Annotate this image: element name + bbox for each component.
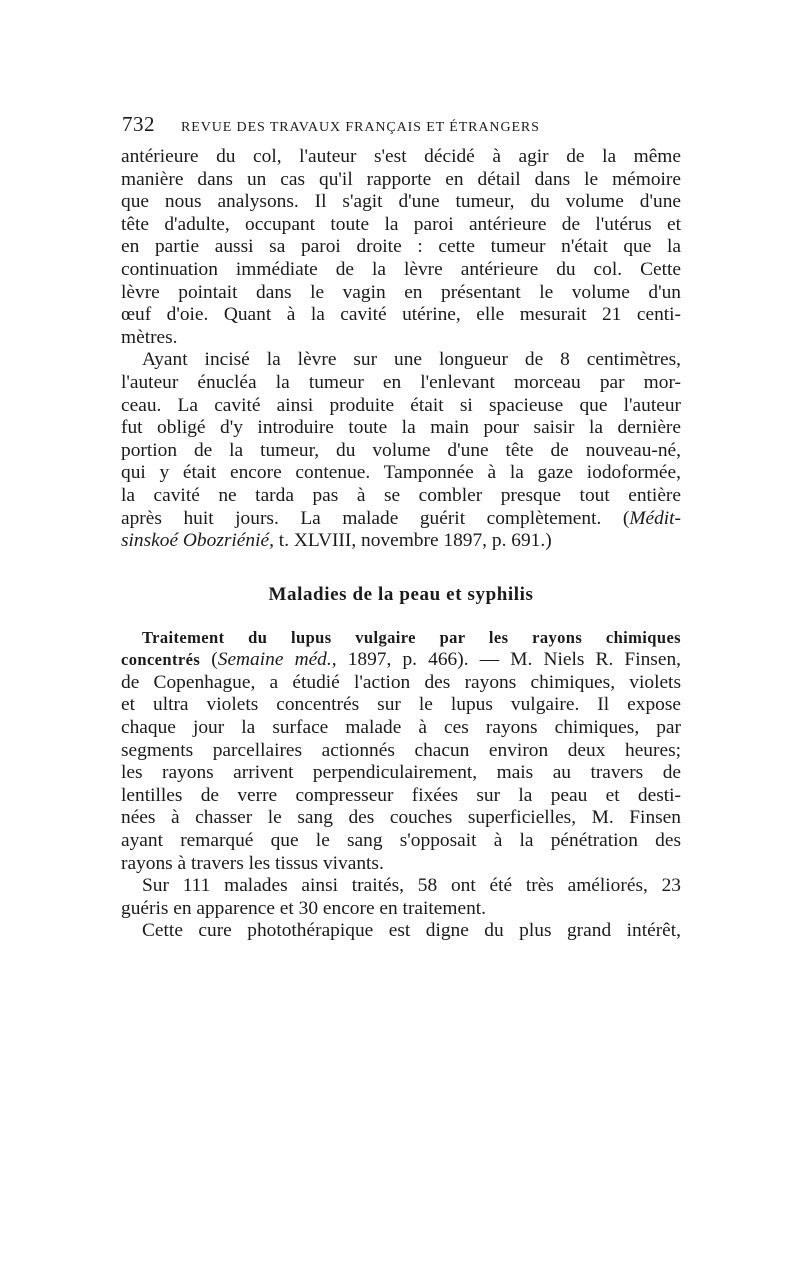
text-run: ( (200, 649, 218, 671)
text-line: portion de la tumeur, du volume d'une tête de nouveau-né, (121, 439, 681, 461)
text-line: ceau. La cavité ainsi produite était si spacieuse que l'auteur (121, 394, 681, 416)
text-line: œuf d'oie. Quant à la cavité utérine, elle mesurait 21 centi- (121, 304, 681, 326)
page-number: 732 (122, 112, 155, 136)
text-line: et ultra violets concentrés sur le lupus vulgaire. Il expose (121, 694, 681, 716)
text-line: tête d'adulte, occupant toute la paroi antérieure de l'utérus et (121, 213, 681, 235)
text-line: lentilles de verre compresseur fixées sur la peau et desti- (121, 784, 681, 806)
text-line: lèvre pointait dans le vagin en présentant le volume d'un (121, 281, 681, 303)
text-line: ayant remarqué que le sang s'opposait à la pénétration des (121, 830, 681, 852)
text-line: qui y était encore contenue. Tamponnée à la gaze iodoformée, (121, 462, 681, 484)
text-line: la cavité ne tarda pas à se combler presque tout entière (121, 484, 681, 506)
citation-details: t. XLVIII, novembre 1897, p. 691.) (273, 530, 552, 552)
article-title: concentrés (121, 650, 201, 670)
text-line: de Copenhague, a étudié l'action des rayons chimiques, violets (121, 671, 681, 693)
running-title: REVUE DES TRAVAUX FRANÇAIS ET ÉTRANGERS (181, 120, 540, 135)
article-source-journal: Semaine méd., (217, 649, 337, 671)
text-line: Cette cure photothérapique est digne du plus grand intérêt, (142, 920, 681, 942)
text-line: en partie aussi sa paroi droite : cette tumeur n'était que la (121, 236, 681, 258)
article (121, 627, 681, 943)
paragraph (121, 349, 681, 552)
citation-journal: sinskoé Obozriénié, (121, 530, 274, 552)
text-line: continuation immédiate de la lèvre antérieure du col. Cette (121, 258, 681, 280)
citation-journal: Médit- (629, 507, 681, 529)
text-line: antérieure du col, l'auteur s'est décidé à agir de la même (121, 146, 681, 167)
running-head (121, 112, 681, 146)
text-line: guéris en apparence et 30 encore en traitement. (121, 897, 487, 919)
text-line (121, 530, 681, 553)
text-line (121, 649, 681, 672)
book-page (121, 112, 681, 943)
text-line: l'auteur énucléa la tumeur en l'enlevant morceau par mor- (121, 371, 681, 393)
text-line: chaque jour la surface malade à ces rayons chimiques, par (121, 717, 681, 739)
text-line: Ayant incisé la lèvre sur une longueur de 8 centimètres, (142, 349, 681, 371)
section-heading: Maladies de la peau et syphilis (268, 583, 534, 605)
text-line: fut obligé d'y introduire toute la main pour saisir la dernière (121, 417, 681, 439)
text-line: mètres. (121, 326, 178, 348)
article-title: Traitement du lupus vulgaire par les rayons chimiques (142, 627, 681, 647)
article-title-line (121, 627, 681, 650)
article-source-details: 1897, p. 466). — M. Niels R. Finsen, (336, 649, 681, 671)
text-run: après huit jours. La malade guérit complètement. ( (121, 507, 630, 529)
text-line: nées à chasser le sang des couches superficielles, M. Finsen (121, 807, 681, 829)
text-line: que nous analysons. Il s'agit d'une tumeur, du volume d'une (121, 191, 681, 213)
text-line: rayons à travers les tissus vivants. (121, 852, 384, 874)
text-line: manière dans un cas qu'il rapporte en détail dans le mémoire (121, 168, 681, 190)
paragraph-continued (121, 146, 681, 349)
text-line: les rayons arrivent perpendiculairement, mais au travers de (121, 762, 681, 784)
text-line: segments parcellaires actionnés chacun environ deux heures; (121, 739, 681, 761)
text-line (121, 508, 681, 531)
text-line: Sur 111 malades ainsi traités, 58 ont été très améliorés, 23 (142, 875, 681, 897)
